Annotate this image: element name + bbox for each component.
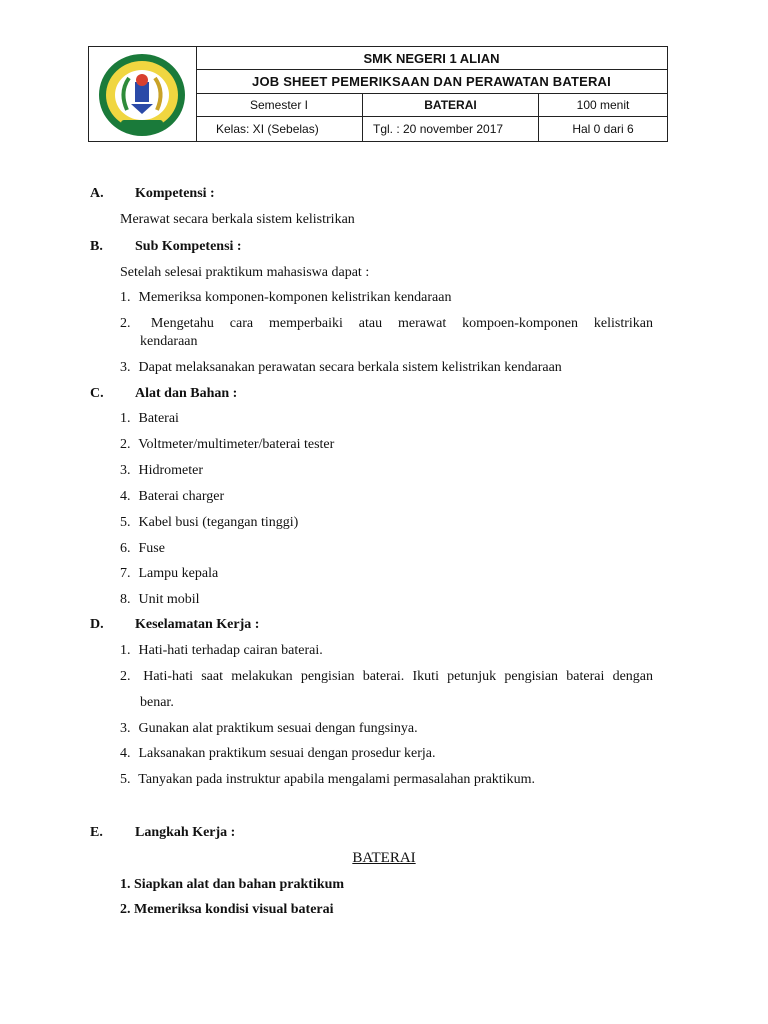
page-number-cell: Hal 0 dari 6 <box>572 122 634 136</box>
list-item: 5. Tanyakan pada instruktur apabila mengalami permasalahan praktikum. <box>120 772 535 787</box>
list-item-continuation: kendaraan <box>140 334 198 349</box>
date-cell: Tgl. : 20 november 2017 <box>363 117 539 141</box>
section-d-heading: D. Keselamatan Kerja : <box>90 617 260 632</box>
logo-cell <box>89 47 197 141</box>
info-row-2 <box>196 117 667 141</box>
class-cell: Kelas: XI (Sebelas) <box>196 117 363 141</box>
section-e-heading: E. Langkah Kerja : <box>90 825 236 840</box>
header-table <box>88 46 668 142</box>
info-row-1 <box>196 94 667 117</box>
list-item: 3. Gunakan alat praktikum sesuai dengan fungsinya. <box>120 721 418 736</box>
school-name-row <box>196 47 667 70</box>
duration-cell: 100 menit <box>576 98 630 112</box>
list-item: 1. Memeriksa komponen-komponen kelistrikan kendaraan <box>120 290 452 305</box>
job-sheet-title-row <box>196 70 667 94</box>
school-logo <box>97 52 187 138</box>
section-e-subtitle: BATERAI <box>352 850 416 866</box>
school-name: SMK NEGERI 1 ALIAN <box>363 50 500 66</box>
list-item: 6. Fuse <box>120 541 165 556</box>
step-item: 1. Siapkan alat dan bahan praktikum <box>120 877 345 892</box>
section-c-heading: C. Alat dan Bahan : <box>90 386 238 401</box>
list-item: 1. Baterai <box>120 411 179 426</box>
list-item: 5. Kabel busi (tegangan tinggi) <box>120 515 299 530</box>
list-item: 4. Laksanakan praktikum sesuai dengan prosedur kerja. <box>120 746 436 761</box>
section-b-intro: Setelah selesai praktikum mahasiswa dapat : <box>120 265 370 280</box>
step-item: 2. Memeriksa kondisi visual baterai <box>120 902 334 917</box>
list-item: 2. Mengetahu cara memperbaiki atau merawat kompoen-komponen kelistrikan <box>120 316 654 331</box>
list-item-continuation: benar. <box>140 695 174 710</box>
list-item: 4. Baterai charger <box>120 489 225 504</box>
list-item: 8. Unit mobil <box>120 592 200 607</box>
list-item: 2. Hati-hati saat melakukan pengisian baterai. Ikuti petunjuk pengisian baterai dengan <box>120 669 654 684</box>
list-item: 3. Hidrometer <box>120 463 204 478</box>
section-b-heading: B. Sub Kompetensi : <box>90 239 242 254</box>
list-item: 2. Voltmeter/multimeter/baterai tester <box>120 437 335 452</box>
list-item: 1. Hati-hati terhadap cairan baterai. <box>120 643 323 658</box>
job-sheet-title: JOB SHEET PEMERIKSAAN DAN PERAWATAN BATERAI <box>252 74 611 89</box>
list-item: 7. Lampu kepala <box>120 566 219 581</box>
section-a-heading: A. Kompetensi : <box>90 186 215 201</box>
list-item: 3. Dapat melaksanakan perawatan secara berkala sistem kelistrikan kendaraan <box>120 360 562 375</box>
topic-cell: BATERAI <box>363 94 539 116</box>
semester-cell: Semester I <box>196 94 363 116</box>
section-a-text: Merawat secara berkala sistem kelistrikan <box>120 212 355 227</box>
